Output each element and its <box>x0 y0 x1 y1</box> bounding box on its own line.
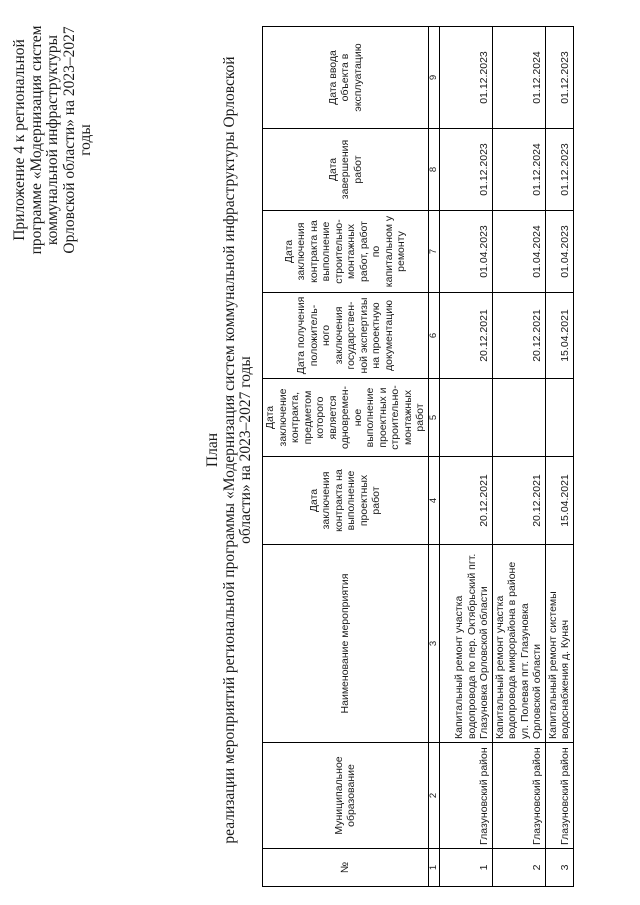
table-header-row <box>263 27 429 887</box>
header-cell-combined-contract-date: Дата заключение контракта, предметом которого является одновремен-ное выполнение проектных и строительно-монтажных работ <box>263 379 429 457</box>
column-number: 6 <box>428 293 439 379</box>
appendix-note <box>12 15 95 265</box>
row-design-contract-date: 15.04.2021 <box>545 457 573 545</box>
column-number: 7 <box>428 211 439 293</box>
row-commissioning-date: 01.12.2023 <box>439 27 492 129</box>
row-commissioning-date: 01.12.2024 <box>492 27 545 129</box>
plan-table <box>262 26 574 887</box>
row-completion-date: 01.12.2023 <box>545 129 573 211</box>
table-row <box>545 27 573 887</box>
row-completion-date: 01.12.2024 <box>492 129 545 211</box>
table-row <box>492 27 545 887</box>
row-combined-contract-date <box>439 379 492 457</box>
row-expertise-date: 20.12.2021 <box>492 293 545 379</box>
row-construction-contract-date: 01.04.2023 <box>439 211 492 293</box>
row-event-name: Капитальный ремонт участка водопровода микрорайона в районе ул. Полевая пгт. Глазуновка Орловской области <box>492 545 545 743</box>
row-number: 1 <box>439 849 492 887</box>
column-number: 1 <box>428 849 439 887</box>
column-number: 4 <box>428 457 439 545</box>
row-event-name: Капитальный ремонт системы водоснабжения д. Кунач <box>545 545 573 743</box>
row-construction-contract-date: 01.04.2024 <box>492 211 545 293</box>
row-combined-contract-date <box>545 379 573 457</box>
column-number: 3 <box>428 545 439 743</box>
appendix-line: Орловской области» на 2023–2027 годы <box>60 26 94 254</box>
row-completion-date: 01.12.2023 <box>439 129 492 211</box>
row-commissioning-date: 01.12.2023 <box>545 27 573 129</box>
header-cell-number: № <box>263 849 429 887</box>
header-cell-event-name: Наименование мероприятия <box>263 545 429 743</box>
row-event-name: Капитальный ремонт участка водопровода по пер. Октябрьский пгт. Глазуновка Орловской области <box>439 545 492 743</box>
header-cell-municipality: Муниципальное образование <box>263 743 429 849</box>
plan-title-line: области» на 2023–2027 годы <box>237 356 254 544</box>
column-number: 5 <box>428 379 439 457</box>
plan-title-line: План <box>204 432 221 468</box>
column-number-row <box>428 27 439 887</box>
header-cell-construction-contract-date: Дата заключения контракта на выполнение строительно-монтажных работ, работ по капитальном у ремонту <box>263 211 429 293</box>
appendix-line: Приложение 4 к региональной <box>11 39 28 241</box>
row-municipality: Глазуновский район <box>439 743 492 849</box>
row-combined-contract-date <box>492 379 545 457</box>
row-design-contract-date: 20.12.2021 <box>492 457 545 545</box>
plan-title-line: реализации мероприятий региональной программы «Модернизация систем коммунальной инфраструктуры Орловской <box>220 56 238 844</box>
header-cell-expertise-date: Дата получения положитель-ного заключения государствен-ной экспертизы на проектную документацию <box>263 293 429 379</box>
row-municipality: Глазуновский район <box>545 743 573 849</box>
column-number: 8 <box>428 129 439 211</box>
table-row <box>439 27 492 887</box>
header-cell-commissioning-date: Дата ввода объекта в эксплуатацию <box>263 27 429 129</box>
appendix-line: коммунальной инфраструктуры <box>44 34 61 246</box>
appendix-line: программе «Модернизация систем <box>27 25 45 255</box>
column-number: 2 <box>428 743 439 849</box>
row-number: 3 <box>545 849 573 887</box>
plan-title <box>205 35 255 865</box>
header-cell-design-contract-date: Дата заключения контракта на выполнение проектных работ <box>263 457 429 545</box>
row-expertise-date: 20.12.2021 <box>439 293 492 379</box>
row-municipality: Глазуновский район <box>492 743 545 849</box>
header-cell-completion-date: Дата завершения работ <box>263 129 429 211</box>
row-expertise-date: 15.04.2021 <box>545 293 573 379</box>
column-number: 9 <box>428 27 439 129</box>
row-design-contract-date: 20.12.2021 <box>439 457 492 545</box>
row-construction-contract-date: 01.04.2023 <box>545 211 573 293</box>
row-number: 2 <box>492 849 545 887</box>
